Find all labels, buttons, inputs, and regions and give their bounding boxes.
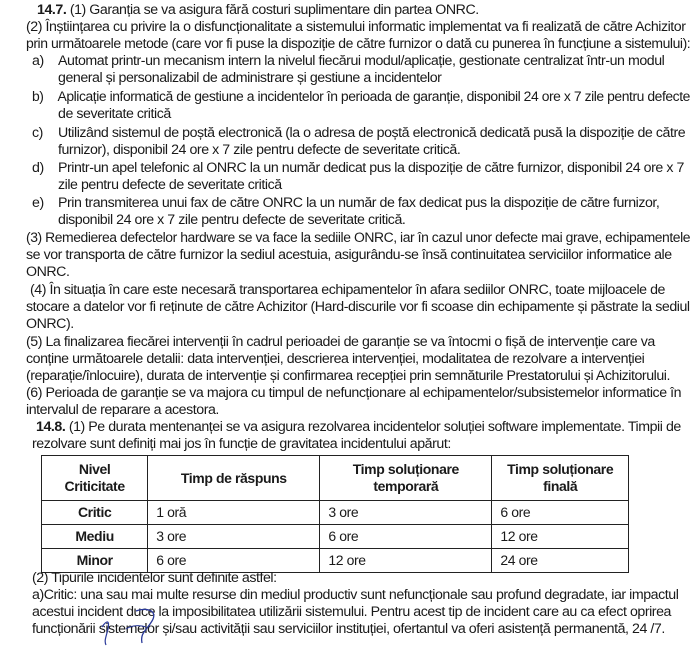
table-row — [42, 501, 629, 525]
incident-critic-line-3: funcționării sistemelor și/sau activității sau serviciilor instituției, ofertantul va oferi asistență permanentă, 24 /7. — [32, 621, 665, 637]
list-item-c — [32, 125, 685, 142]
list-item-e — [32, 195, 659, 212]
table-row — [42, 549, 629, 573]
section-14-8-p1 — [36, 419, 681, 436]
header-nivel-criticitate: Nivel Criticitate — [42, 456, 148, 501]
para-3-line-3: ONRC. — [26, 264, 70, 280]
incident-critic-line-2: acestui incident duce la imposibilitatea utilizării sistemului. Pentru acest tip de incident care au ca efect oprirea — [32, 604, 671, 620]
incident-critic-line-1: a)Critic: una sau mai multe resurse din mediul productiv sunt nefuncționale sau profund degradate, iar impactul — [32, 587, 679, 603]
header-timp-solutionare-finala: Timp soluționare finală — [492, 456, 629, 501]
para-2-line-1: (2) Înștiințarea cu privire la o disfuncționalitate a sistemului informatic implementat va fi realizată de către Achizitor — [26, 19, 686, 35]
para-6-line-2: intervalul de reparare a acestora. — [26, 402, 219, 418]
section-number: 14.7. — [37, 2, 67, 18]
para-4-line-1: (4) În situația în care este necesară transportarea echipamentelor în afara sediilor ONRC, toate mijloacele de — [30, 282, 665, 298]
list-item-text: Automat printr-un mecanism intern la nivelul fiecărui modul/aplicație, gestionate centralizat într-un modul — [58, 53, 665, 69]
header-timp-solutionare-temporara: Timp soluționare temporară — [320, 456, 492, 501]
paragraph-text: (1) Garanția se va asigura fără costuri suplimentare din partea ONRC. — [69, 2, 479, 18]
list-item-text: Utilizând sistemul de poștă electronică (la o adresa de poștă electronică dedicată pusă la dispoziție de către — [58, 125, 686, 141]
list-marker: d) — [32, 160, 44, 176]
cell-level: Mediu — [42, 525, 148, 549]
list-item-d-cont: zile pentru defecte de severitate critică — [58, 177, 282, 193]
cell-final-time: 6 ore — [492, 501, 629, 525]
list-item-e-cont: disponibil 24 ore x 7 zile pentru defecte de severitate critică. — [58, 212, 406, 228]
cell-final-time: 24 ore — [492, 549, 629, 573]
cell-response-time: 1 oră — [148, 501, 320, 525]
para-5-line-3: (reparație/înlocuire), durata de intervenție și confirmarea recepției prin semnăturile Prestatorului și Achizitorului. — [26, 368, 670, 384]
para-6-line-1: (6) Perioada de garanție se va majora cu timpul de nefuncționare al echipamentelor/subsistemelor informatice în — [26, 385, 682, 401]
para-4-line-2: stocare a datelor vor fi reținute de către Achizitor (Hard-discurile vor fi scoase din echipamente și păstrate la sediul — [26, 299, 690, 315]
list-item-d — [32, 160, 684, 177]
section-number: 14.8. — [36, 419, 66, 435]
cell-temporary-time: 6 ore — [320, 525, 492, 549]
list-item-c-cont: furnizor), disponibil 24 ore x 7 zile pentru defecte de severitate critică. — [58, 142, 461, 158]
list-marker: e) — [32, 195, 44, 211]
header-timp-raspuns: Timp de răspuns — [148, 456, 320, 501]
list-item-text: Printr-un apel telefonic al ONRC la un număr dedicat pus la dispoziție de către furnizor, disponibil 24 ore x 7 — [58, 160, 684, 176]
list-marker: b) — [32, 89, 44, 105]
list-item-b — [32, 89, 690, 106]
list-item-text: Aplicație informatică de gestiune a incidentelor în perioada de garanție, disponibil 24 ore x 7 zile pentru defecte — [57, 89, 690, 105]
para-4-line-3: ONRC). — [26, 316, 74, 332]
criticality-table — [41, 455, 629, 573]
para-3-line-2: se vor transporta de către furnizor la sediul acestuia, asigurându-se însă continuitatea serviciilor informatice ale — [26, 247, 672, 263]
paragraph-text: (1) Pe durata mentenanței se va asigura rezolvarea incidentelor soluției software implementate. Timpii de — [68, 419, 681, 435]
cell-temporary-time: 3 ore — [320, 501, 492, 525]
list-item-a — [32, 53, 664, 70]
section-14-8-p1-line-2: rezolvare sunt definiți mai jos în funcție de gravitatea incidentului apărut: — [32, 436, 451, 452]
cell-response-time: 3 ore — [148, 525, 320, 549]
table-header-row — [42, 456, 629, 501]
para-5-line-2: conține următoarele detalii: data intervenției, descrierea intervenției, modalitatea de rezolvare a intervenției — [26, 351, 645, 367]
list-item-text: Prin transmiterea unui fax de către ONRC la un număr de fax dedicat pus la dispoziție de către furnizor, — [58, 195, 660, 211]
para-2-line-2: prin următoarele metode (care vor fi puse la dispoziție de către furnizor o dată cu punerea în funcțiune a sistemului): — [26, 36, 691, 52]
para-3-line-1: (3) Remedierea defectelor hardware se va face la sediile ONRC, iar în cazul unor defecte mai grave, echipamentele — [26, 230, 691, 246]
list-item-a-cont: general și personalizabil de administrare și gestiune a incidentelor — [58, 70, 442, 86]
list-marker: a) — [32, 53, 44, 69]
handwritten-signature-icon — [96, 603, 206, 648]
para-5-line-1: (5) La finalizarea fiecărei intervenții în cadrul perioadei de garanție se va întocmi o fișă de intervenție care va — [26, 334, 655, 350]
cell-final-time: 12 ore — [492, 525, 629, 549]
list-item-b-cont: de severitate critică — [58, 106, 171, 122]
cell-level: Minor — [42, 549, 148, 573]
cell-level: Critic — [42, 501, 148, 525]
cell-response-time: 6 ore — [148, 549, 320, 573]
table-row — [42, 525, 629, 549]
list-marker: c) — [32, 125, 43, 141]
cell-temporary-time: 12 ore — [320, 549, 492, 573]
section-14-7-p1 — [37, 2, 479, 19]
section-14-8-p2: (2) Tipurile incidentelor sunt definite astfel: — [32, 570, 277, 586]
